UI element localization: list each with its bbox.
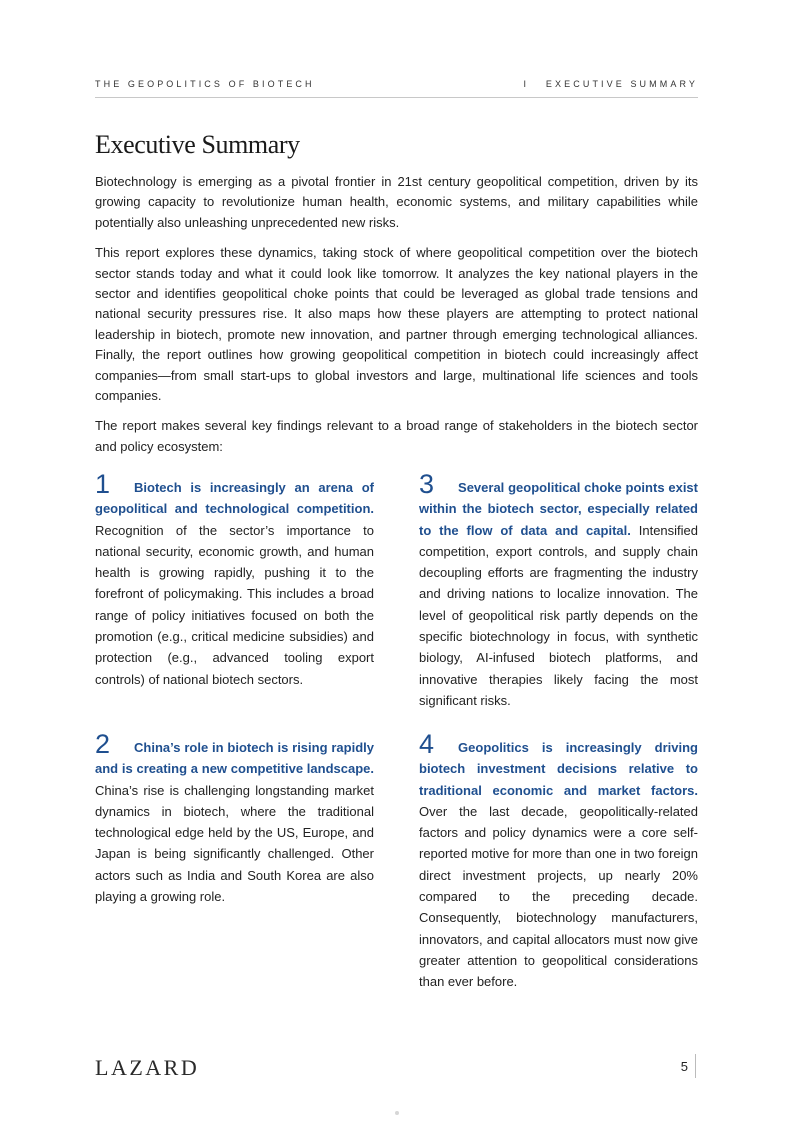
key-finding-1 — [95, 469, 374, 690]
finding-lead: Biotech is increasingly an arena of geopolitical and technological competition. — [95, 480, 374, 517]
page-title: Executive Summary — [95, 130, 300, 159]
intro-paragraph-2: This report explores these dynamics, taking stock of where geopolitical competition over the biotech sector stands today and what it could look like tomorrow. It analyzes the key national players in the sector and identifies geopolitical choke points that could be leveraged as global trade tensions and national security pressures rise. It also maps how these players are attempting to protect national leadership in biotech, promote new innovation, and partner through emerging technological alliances. Finally, the report outlines how growing geopolitical competition in biotech could increasingly affect companies—from small start-ups to global investors and large, multinational life sciences and tools companies. — [95, 245, 698, 404]
key-finding-2 — [95, 729, 374, 907]
finding-body: China’s rise is challenging longstanding market dynamics in biotech, where the traditional technological edge held by the US, Europe, and Japan is being significantly challenged. Other actors such as India and South Korea are also playing a growing role. — [95, 782, 374, 905]
finding-number: 1 — [95, 469, 111, 499]
finding-number: 2 — [95, 729, 111, 759]
running-header — [95, 79, 698, 98]
running-header-title: THE GEOPOLITICS OF BIOTECH — [95, 79, 315, 89]
intro-paragraph-1: Biotechnology is emerging as a pivotal frontier in 21st century geopolitical competition, driven by its growing capacity to revolutionize human health, economic systems, and military capabilities while potentially also unleashing unprecedented new risks. — [95, 174, 698, 230]
key-finding-4 — [419, 729, 698, 993]
finding-body: Over the last decade, geopolitically-related factors and policy dynamics were a core self-reported motive for more than one in two foreign direct investment projects, up nearly 20% compared to the preceding decade. Consequently, biotechnology manufacturers, innovators, and capital allocators must now give greater attention to geopolitical considerations than ever before. — [419, 803, 698, 990]
page-number: 5 — [680, 1059, 688, 1074]
finding-lead: Geopolitics is increasingly driving biotech investment decisions relative to traditional economic and market factors. — [419, 740, 698, 798]
intro-paragraph-3: The report makes several key findings relevant to a broad range of stakeholders in the biotech sector and policy ecosystem: — [95, 418, 698, 454]
intro-section — [95, 172, 698, 467]
finding-lead: China’s role in biotech is rising rapidly and is creating a new competitive landscape. — [95, 740, 374, 777]
page-number-divider — [695, 1054, 696, 1078]
finding-number: 3 — [419, 469, 435, 499]
finding-body: Intensified competition, export controls, and supply chain decoupling efforts are fragmenting the industry and driving nations to localize innovation. The level of geopolitical risk partly depends on the specific biotechnology in focus, with synthetic biology, AI-infused biotech platforms, and innovative therapies likely facing the most significant risks. — [419, 522, 698, 708]
footer-dot — [395, 1111, 399, 1115]
key-finding-3 — [419, 469, 698, 711]
running-header-section: I EXECUTIVE SUMMARY — [523, 79, 698, 89]
finding-number: 4 — [419, 729, 435, 759]
finding-body: Recognition of the sector’s importance to national security, economic growth, and human health is growing rapidly, pushing it to the forefront of policymaking. This includes a broad range of policy initiatives focused on both the promotion (e.g., critical medicine subsidies) and protection (e.g., advanced tooling export controls) of national biotech sectors. — [95, 522, 374, 687]
lazard-logo: LAZARD — [95, 1055, 200, 1080]
finding-lead: Several geopolitical choke points exist within the biotech sector, especially related to the flow of data and capital. — [419, 480, 698, 538]
